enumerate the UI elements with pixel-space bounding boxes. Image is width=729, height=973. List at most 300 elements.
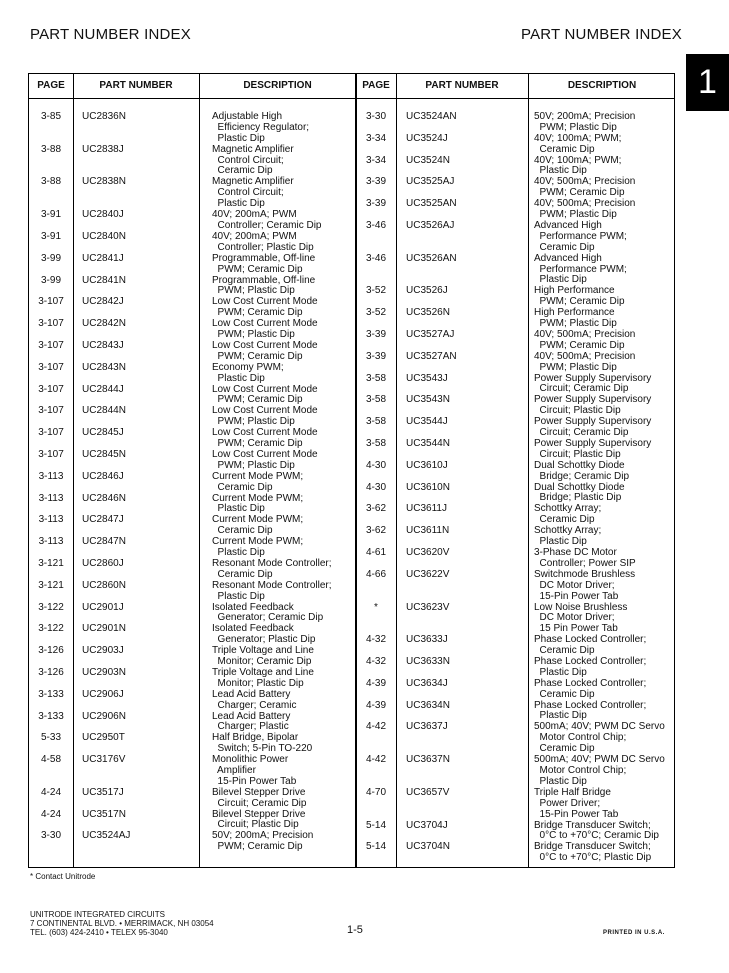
part-number: UC3637J (406, 721, 448, 733)
page-ref: 3-58 (365, 372, 386, 384)
page-ref: 3-34 (365, 154, 386, 166)
description-line: High Performance (534, 307, 615, 319)
part-number: UC3524J (406, 132, 448, 144)
description-line: Plastic Dip (212, 590, 265, 602)
description-line: Low Cost Current Mode (212, 296, 318, 308)
page-ref: 4-61 (365, 547, 386, 558)
part-number: UC3620V (406, 547, 450, 558)
col-header-part-right: PART NUMBER (425, 80, 499, 91)
table-row (29, 525, 676, 547)
description-line: PWM; Plastic Dip (212, 328, 295, 340)
description-line: 40V; 200mA; PWM (212, 230, 297, 242)
description-line: Ceramic Dip (212, 481, 273, 493)
page-number: 1-5 (347, 924, 363, 936)
description-line: 0°C to +70°C; Ceramic Dip (534, 830, 659, 842)
table-row (29, 602, 676, 635)
table-row (29, 373, 676, 395)
page-ref: 4-39 (365, 699, 386, 711)
part-number: UC2836N (82, 111, 126, 122)
description-line: PWM; Plastic Dip (534, 121, 617, 133)
description-line: Charger; Ceramic (212, 699, 297, 711)
description-line: Advanced High (534, 220, 602, 231)
description-line: DC Motor Driver; (534, 579, 615, 591)
description-line: Ceramic Dip (212, 165, 273, 177)
part-number: UC2950T (82, 732, 125, 744)
description-line: Advanced High (534, 252, 602, 264)
phone-telex: TEL. (603) 424-2410 • TELEX 95-3040 (30, 928, 168, 937)
description-line: 500mA; 40V; PWM DC Servo (534, 754, 665, 766)
part-number: UC3544J (406, 416, 448, 428)
description-line: PWM; Ceramic Dip (534, 187, 625, 199)
description-line: Control Circuit; (212, 187, 284, 199)
description-line: Ceramic Dip (212, 525, 273, 537)
part-number: UC2843N (82, 361, 126, 373)
description-line: 15-Pin Power Tab (534, 808, 619, 820)
description-line: 15 Pin Power Tab (534, 623, 618, 635)
part-number: UC2847N (82, 536, 126, 548)
description-line: Bridge Transducer Switch; (534, 819, 651, 831)
page-ref: 4-30 (365, 459, 386, 471)
page-ref: 3-107 (38, 361, 64, 373)
part-number: UC2841N (82, 274, 126, 286)
description-line: Dual Schottky Diode (534, 459, 625, 471)
page-ref: 3-88 (40, 176, 61, 188)
description-line: Triple Voltage and Line (212, 666, 314, 678)
description-line: Current Mode PWM; (212, 492, 304, 504)
part-number: UC2846N (82, 492, 126, 504)
col-header-page-right: PAGE (362, 80, 390, 91)
part-number: UC3622V (406, 568, 450, 580)
description-line: PWM; Ceramic Dip (534, 296, 625, 308)
page-ref: 3-133 (38, 710, 64, 722)
description-line: 15-Pin Power Tab (534, 590, 619, 602)
table-row (29, 721, 676, 754)
description-line: Current Mode PWM; (212, 536, 304, 548)
description-line: Ceramic Dip (534, 143, 595, 155)
table-row (29, 700, 676, 722)
page-title-right: PART NUMBER INDEX (521, 26, 682, 43)
description-line: Power Driver; (534, 797, 601, 809)
description-line: Monitor; Plastic Dip (212, 677, 304, 689)
page-ref: 3-113 (38, 514, 64, 526)
description-line: Lead Acid Battery (212, 688, 291, 700)
page-ref: 3-58 (365, 438, 386, 449)
page-ref: 3-39 (365, 176, 386, 188)
description-line: Plastic Dip (534, 274, 587, 286)
part-number: UC2842N (82, 318, 126, 330)
page-ref: 3-122 (38, 601, 64, 613)
page-ref: 3-107 (38, 405, 64, 417)
description-line: Bilevel Stepper Drive (212, 786, 306, 798)
page-ref: 5-14 (365, 841, 386, 853)
description-line: Ceramic Dip (534, 514, 595, 526)
description-line: 50V; 200mA; Precision (534, 111, 636, 122)
part-number: UC3527AN (406, 350, 457, 362)
description-line: 40V; 100mA; PWM; (534, 132, 622, 144)
description-line: Magnetic Amplifier (212, 176, 294, 188)
description-line: Low Cost Current Mode (212, 318, 318, 330)
table-row (29, 678, 676, 700)
page-ref: 3-30 (365, 111, 386, 122)
description-line: 15-Pin Power Tab (212, 775, 297, 787)
page-ref: 3-126 (38, 645, 64, 657)
description-line: Magnetic Amplifier (212, 143, 294, 155)
description-line: Plastic Dip (534, 165, 587, 177)
table-row (29, 394, 676, 416)
description-line: Economy PWM; (212, 361, 284, 373)
table-row (29, 656, 676, 678)
description-line: Triple Half Bridge (534, 786, 611, 798)
page-ref: 5-14 (365, 819, 386, 831)
description-line: Switchmode Brushless (534, 568, 636, 580)
description-line: Half Bridge, Bipolar (212, 732, 299, 744)
description-line: Controller; Power SIP (534, 557, 636, 569)
part-number: UC3517J (82, 786, 124, 798)
description-line: 500mA; 40V; PWM DC Servo (534, 721, 665, 733)
part-number: UC2860J (82, 557, 124, 569)
part-number: UC3543J (406, 372, 448, 384)
description-line: PWM; Ceramic Dip (212, 841, 303, 853)
description-line: Ceramic Dip (534, 241, 595, 253)
part-number: UC3525AN (406, 198, 457, 210)
description-line: Plastic Dip (534, 666, 587, 678)
description-line: Power Supply Supervisory (534, 438, 652, 449)
part-number: UC2847J (82, 514, 124, 526)
description-line: Resonant Mode Controller; (212, 579, 332, 591)
description-line: Circuit; Plastic Dip (534, 405, 621, 417)
page-ref: 3-91 (40, 209, 61, 221)
description-line: Plastic Dip (212, 132, 265, 144)
page-ref: 3-58 (365, 394, 386, 406)
page-ref: 3-46 (365, 252, 386, 264)
footer-address (30, 910, 214, 937)
description-line: Bridge Transducer Switch; (534, 841, 651, 853)
description-line: Schottky Array; (534, 525, 602, 537)
part-number: UC3543N (406, 394, 450, 406)
part-number: UC2903J (82, 645, 124, 657)
description-line: Power Supply Supervisory (534, 394, 652, 406)
printed-in: PRINTED IN U.S.A. (603, 930, 665, 936)
footnote: * Contact Unitrode (30, 872, 96, 881)
page-ref: 3-34 (365, 132, 386, 144)
page-title-left: PART NUMBER INDEX (30, 26, 191, 43)
table-row (29, 176, 676, 198)
description-line: Generator; Ceramic Dip (212, 612, 324, 624)
part-number: UC3634N (406, 699, 450, 711)
table-row (29, 754, 676, 787)
table-row (29, 438, 676, 460)
description-line: Ceramic Dip (534, 645, 595, 657)
description-line: Circuit; Ceramic Dip (534, 427, 629, 439)
table-row (29, 220, 676, 253)
table-header-row (29, 74, 674, 99)
page-ref: 4-70 (365, 786, 386, 798)
page-ref: 3-121 (38, 557, 64, 569)
part-number: UC3524N (406, 154, 450, 166)
street-address: 7 CONTINENTAL BLVD. • MERRIMACK, NH 03054 (30, 919, 214, 928)
description-line: Triple Voltage and Line (212, 645, 314, 657)
description-line: 40V; 200mA; PWM (212, 209, 297, 221)
part-number: UC3704J (406, 819, 448, 831)
description-line: Control Circuit; (212, 154, 284, 166)
col-header-description-right: DESCRIPTION (567, 80, 637, 91)
page-ref: 3-62 (365, 503, 386, 515)
part-number: UC3526AN (406, 252, 457, 264)
description-line: Low Cost Current Mode (212, 448, 318, 460)
description-line: Motor Control Chip; (534, 732, 627, 744)
part-number: UC3657V (406, 786, 450, 798)
col-header-description-left: DESCRIPTION (243, 80, 312, 91)
description-line: Plastic Dip (212, 372, 265, 384)
description-line: Circuit; Plastic Dip (534, 448, 621, 460)
description-line: PWM; Plastic Dip (534, 209, 617, 221)
part-number: UC3527AJ (406, 329, 455, 340)
page-ref: 4-24 (40, 786, 61, 798)
company-name: UNITRODE INTEGRATED CIRCUITS (30, 910, 165, 919)
description-line: Plastic Dip (534, 710, 587, 722)
description-line: Phase Locked Controller; (534, 677, 647, 689)
page-ref: 4-58 (40, 754, 61, 766)
description-line: PWM; Ceramic Dip (212, 437, 303, 449)
table-row (29, 253, 676, 286)
part-number: UC3611J (406, 503, 447, 515)
description-line: Circuit; Ceramic Dip (534, 383, 629, 395)
table-row (29, 820, 676, 842)
part-number: UC3610J (406, 459, 448, 471)
page-ref: 3-39 (365, 198, 386, 210)
description-line: 40V; 500mA; Precision (534, 176, 636, 188)
description-line: High Performance (534, 285, 615, 297)
part-number: UC2842J (82, 296, 124, 308)
description-line: Dual Schottky Diode (534, 481, 625, 493)
table-row (29, 547, 676, 569)
part-number: UC3176V (82, 754, 126, 766)
page-ref: 3-107 (38, 427, 64, 439)
description-line: Plastic Dip (212, 546, 265, 558)
page-ref: 3-88 (40, 143, 61, 155)
page-ref: 3-58 (365, 416, 386, 428)
page-ref: 4-32 (365, 656, 386, 667)
part-number: UC2903N (82, 666, 126, 678)
table-row (29, 482, 676, 504)
description-line: PWM; Plastic Dip (534, 318, 617, 330)
part-number: UC3544N (406, 438, 450, 449)
description-line: Plastic Dip (212, 198, 265, 210)
description-line: 50V; 200mA; Precision (212, 830, 314, 842)
description-line: 40V; 500mA; Precision (534, 329, 636, 340)
description-line: Phase Locked Controller; (534, 699, 647, 711)
page-ref: 4-39 (365, 677, 386, 689)
page-ref: 3-52 (365, 307, 386, 319)
description-line: Performance PWM; (534, 263, 627, 275)
description-line: Plastic Dip (212, 503, 265, 515)
description-line: PWM; Ceramic Dip (212, 307, 303, 319)
page-ref: 4-24 (40, 808, 61, 820)
part-number: UC3524AN (406, 111, 457, 122)
table-row (29, 351, 676, 373)
table-row (29, 841, 676, 863)
part-number: UC2846J (82, 470, 124, 482)
description-line: Plastic Dip (534, 775, 587, 787)
table-row (29, 155, 676, 177)
page-ref: 3-126 (38, 666, 64, 678)
table-row (29, 460, 676, 482)
page-ref: 3-39 (365, 350, 386, 362)
table-row (29, 569, 676, 602)
description-line: 3-Phase DC Motor (534, 547, 617, 558)
part-number: UC3524AJ (82, 830, 131, 842)
description-line: Adjustable High (212, 111, 283, 122)
part-number: UC3610N (406, 481, 450, 493)
page-ref: 4-66 (365, 568, 386, 580)
page-ref: 3-107 (38, 318, 64, 330)
page-ref: 4-42 (365, 754, 386, 766)
table-row (29, 329, 676, 351)
part-number: UC3526J (406, 285, 448, 297)
part-number: UC2844N (82, 405, 126, 417)
part-number: UC3637N (406, 754, 450, 766)
description-line: Ceramic Dip (212, 568, 273, 580)
description-line: 40V; 100mA; PWM; (534, 154, 622, 166)
table-row (29, 503, 676, 525)
table-row (29, 787, 676, 820)
description-line: PWM; Plastic Dip (212, 285, 295, 297)
page-ref: * (374, 601, 378, 613)
description-line: PWM; Ceramic Dip (212, 350, 303, 362)
part-number: UC2838N (82, 176, 126, 188)
part-number: UC2860N (82, 579, 126, 591)
description-line: PWM; Ceramic Dip (534, 339, 625, 351)
description-line: DC Motor Driver; (534, 612, 615, 624)
description-line: PWM; Plastic Dip (534, 361, 617, 373)
table-row (29, 634, 676, 656)
description-line: Low Noise Brushless (534, 601, 628, 613)
description-line: Generator; Plastic Dip (212, 634, 316, 646)
description-line: Isolated Feedback (212, 601, 294, 613)
description-line: Low Cost Current Mode (212, 427, 318, 439)
part-number: UC2844J (82, 383, 124, 395)
description-line: Controller; Plastic Dip (212, 241, 314, 253)
part-number: UC3525AJ (406, 176, 455, 188)
part-number: UC3611N (406, 525, 450, 537)
description-line: Ceramic Dip (534, 743, 595, 755)
description-line: Performance PWM; (534, 230, 627, 242)
description-line: Plastic Dip (534, 536, 587, 548)
description-line: Lead Acid Battery (212, 710, 291, 722)
table-row (29, 416, 676, 438)
description-line: Monolithic Power (212, 754, 289, 766)
description-line: 40V; 500mA; Precision (534, 350, 636, 362)
description-line: Current Mode PWM; (212, 470, 304, 482)
page-ref: 3-52 (365, 285, 386, 297)
description-line: Current Mode PWM; (212, 514, 304, 526)
page-ref: 3-30 (40, 830, 61, 842)
page-ref: 3-107 (38, 296, 64, 308)
description-line: PWM; Ceramic Dip (212, 394, 303, 406)
description-line: Low Cost Current Mode (212, 405, 318, 417)
page-ref: 3-107 (38, 448, 64, 460)
description-line: Programmable, Off-line (212, 274, 316, 286)
page-ref: 3-107 (38, 383, 64, 395)
page-ref: 5-33 (40, 732, 61, 744)
description-line: 40V; 500mA; Precision (534, 198, 636, 210)
description-line: Efficiency Regulator; (212, 121, 310, 133)
description-line: Ceramic Dip (534, 688, 595, 700)
description-line: PWM; Ceramic Dip (212, 263, 303, 275)
description-line: Low Cost Current Mode (212, 339, 318, 351)
part-number: UC3526N (406, 307, 450, 319)
description-line: PWM; Plastic Dip (212, 459, 295, 471)
description-line: Programmable, Off-line (212, 252, 316, 264)
part-number: UC2841J (82, 252, 124, 264)
description-line: Switch; 5-Pin TO-220 (212, 743, 313, 755)
part-number: UC2845J (82, 427, 124, 439)
description-line: Amplifier (212, 764, 256, 776)
description-line: 0°C to +70°C; Plastic Dip (534, 852, 652, 864)
part-number: UC3526AJ (406, 220, 455, 231)
description-line: Resonant Mode Controller; (212, 557, 332, 569)
page-ref: 3-39 (365, 329, 386, 340)
page-ref: 3-46 (365, 220, 386, 231)
description-line: Bridge; Plastic Dip (534, 492, 622, 504)
page-ref: 3-113 (38, 470, 64, 482)
part-number: UC3633N (406, 656, 450, 667)
description-line: Bridge; Ceramic Dip (534, 470, 630, 482)
part-number: UC3517N (82, 808, 126, 820)
description-line: Schottky Array; (534, 503, 602, 515)
description-line: Bilevel Stepper Drive (212, 808, 306, 820)
part-number: UC3704N (406, 841, 450, 853)
page-ref: 3-91 (40, 230, 61, 242)
part-number: UC2843J (82, 339, 124, 351)
page-ref: 4-32 (365, 634, 386, 646)
page-ref: 3-107 (38, 339, 64, 351)
description-line: Isolated Feedback (212, 623, 294, 635)
col-header-part-left: PART NUMBER (99, 80, 173, 91)
part-number: UC3623V (406, 601, 450, 613)
table-row (29, 307, 676, 329)
col-header-page-left: PAGE (37, 80, 65, 91)
page-ref: 3-99 (40, 252, 61, 264)
page-ref: 4-42 (365, 721, 386, 733)
description-line: Charger; Plastic (212, 721, 289, 733)
page-ref: 3-113 (38, 492, 64, 504)
part-number: UC2845N (82, 448, 126, 460)
page-ref: 3-121 (38, 579, 64, 591)
part-number: UC2906J (82, 688, 124, 700)
part-number: UC2840J (82, 209, 124, 221)
section-tab: 1 (686, 54, 729, 111)
part-number: UC3633J (406, 634, 448, 646)
description-line: Power Supply Supervisory (534, 416, 652, 428)
page-ref: 4-30 (365, 481, 386, 493)
page-ref: 3-133 (38, 688, 64, 700)
part-number-table (28, 73, 675, 868)
part-number: UC2901N (82, 623, 126, 635)
part-number: UC2838J (82, 143, 124, 155)
description-line: Monitor; Ceramic Dip (212, 655, 312, 667)
table-row (29, 285, 676, 307)
description-line: Circuit; Ceramic Dip (212, 797, 307, 809)
page-ref: 3-62 (365, 525, 386, 537)
page-ref: 3-85 (40, 111, 61, 122)
table-row (29, 198, 676, 220)
part-number: UC3634J (406, 677, 448, 689)
description-line: Controller; Ceramic Dip (212, 219, 322, 231)
description-line: Power Supply Supervisory (534, 372, 652, 384)
description-line: PWM; Plastic Dip (212, 416, 295, 428)
description-line: Circuit; Plastic Dip (212, 819, 299, 831)
